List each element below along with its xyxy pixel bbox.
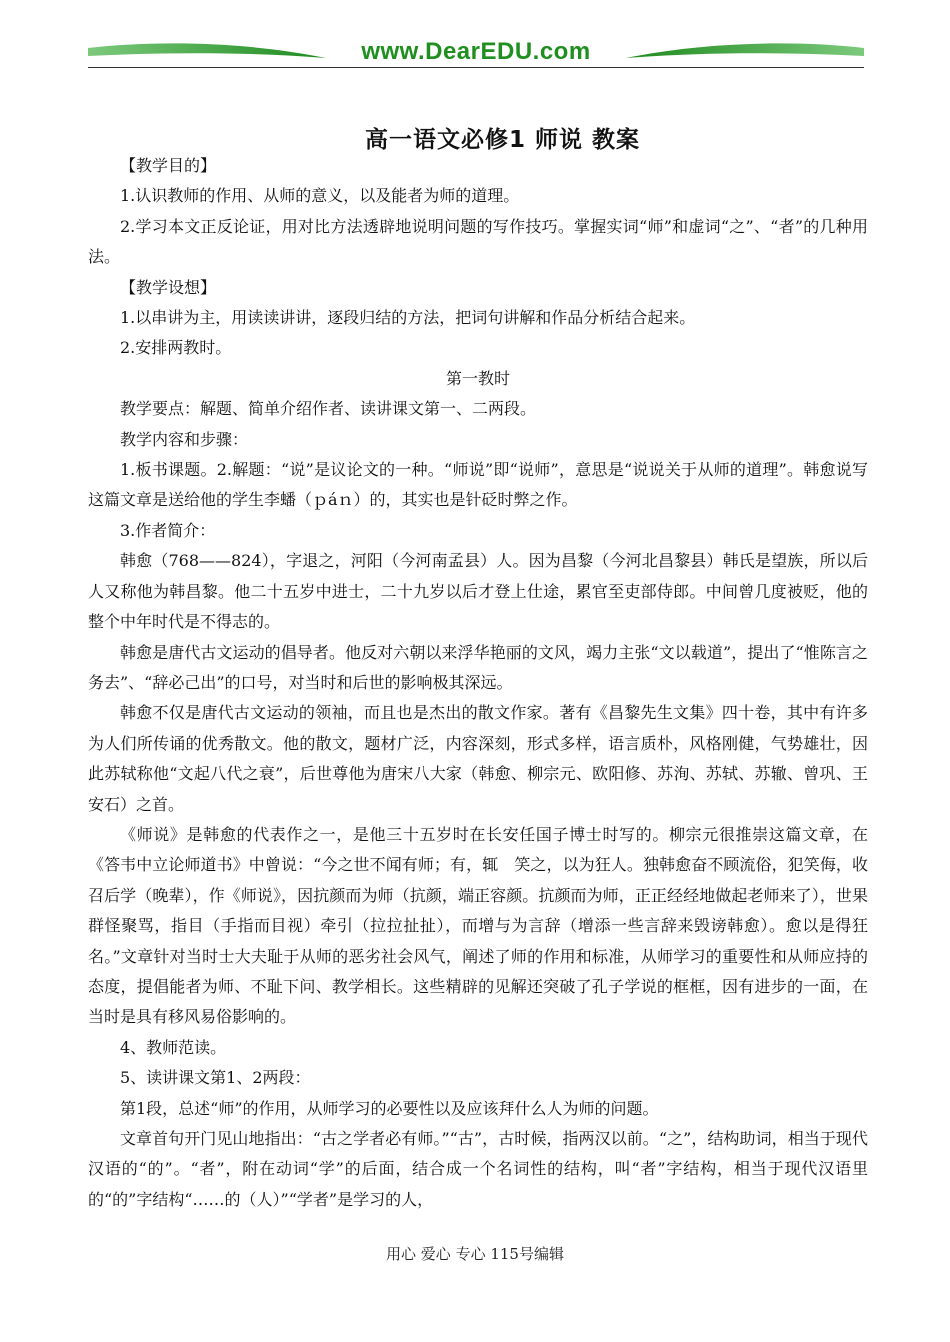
document-title: 高一语文必修1 师说 教案	[364, 127, 641, 153]
paragraph: 第1段，总述“师”的作用，从师学习的必要性以及应该拜什么人为师的问题。	[120, 1098, 659, 1118]
paragraph: 4、教师范读。	[120, 1037, 227, 1057]
paragraph: 韩愈不仅是唐代古文运动的领袖，而且也是杰出的散文作家。著有《昌黎先生文集》四十卷，其中有许多为人们所传诵的优秀散文。他的散文，题材广泛，内容深刻，形式多样，语言质朴，风格刚健，气势雄壮，因此苏轼称他“文起八代之衰”，后世尊他为唐宋八大家（韩愈、柳宗元、欧阳修、苏洵、苏轼、苏辙、曾巩、王安石）之首。	[88, 703, 868, 814]
paragraph: 教学内容和步骤：	[120, 429, 249, 449]
lesson-heading: 第一教时	[445, 368, 510, 388]
paragraph: 5、读讲课文第1、2两段：	[120, 1068, 311, 1088]
section-heading-design: 【教学设想】	[120, 277, 217, 297]
header-banner	[88, 36, 864, 70]
site-logo: www.DearEDU.com	[361, 38, 591, 65]
page-footer: 用心 爱心 专心 115号编辑	[386, 1245, 564, 1263]
paragraph: 韩愈（768——824），字退之，河阳（今河南孟县）人。因为昌黎（今河北昌黎县）韩氏是望族，所以后人又称他为韩昌黎。他二十五岁中进士，二十九岁以后才登上仕途，累官至吏部侍郎。中间曾几度被贬，他的整个中年时代是不得志的。	[88, 551, 868, 632]
paragraph: 文章首句开门见山地指出：“古之学者必有师。”“古”，古时候，指两汉以前。“之”，结构助词，相当于现代汉语的“的”。“者”，附在动词“学”的后面，结合成一个名词性的结构，叫“者”字结构，相当于现代汉语里的“的”字结构“……的（人）”“学者”是学习的人，	[88, 1129, 868, 1209]
paragraph: 1.以串讲为主，用读读讲讲，逐段归结的方法，把词句讲解和作品分析结合起来。	[120, 308, 696, 328]
paragraph: 《师说》是韩愈的代表作之一，是他三十五岁时在长安任国子博士时写的。柳宗元很推崇这篇文章，在《答韦中立论师道书》中曾说：“今之世不闻有师；有，辄 笑之，以为狂人。独韩愈奋不顾流俗，犯笑侮，收召后学（晚辈），作《师说》，因抗颜而为师（抗颜，端正容颜。抗颜而为师，正正经经地做起老师来了），世果群怪聚骂，指目（手指而目视）牵引（拉拉扯扯），而增与为言辞（增添一些言辞来毁谤韩愈）。愈以是得狂名。”文章针对当时士大夫耻于从师的恶劣社会风气，阐述了师的作用和标准，从师学习的重要性和从师应持的态度，提倡能者为师、不耻下问、教学相长。这些精辟的见解还突破了孔子学说的框框，因有进步的一面，在当时是具有移风易俗影响的。	[88, 824, 868, 1027]
paragraph: 教学要点：解题、简单介绍作者、读讲课文第一、二两段。	[120, 399, 537, 419]
paragraph: 3.作者简介：	[120, 520, 216, 540]
paragraph: 2.学习本文正反论证，用对比方法透辟地说明问题的写作技巧。掌握实词“师”和虚词“之”、“者”的几种用法。	[88, 216, 868, 267]
document-body	[88, 151, 868, 1215]
paragraph: 2.安排两教时。	[120, 338, 232, 358]
section-heading-objectives: 【教学目的】	[120, 156, 217, 175]
paragraph: 1.板书课题。2.解题：“说”是议论文的一种。“师说”即“说师”，意思是“说说关于从师的道理”。韩愈说写这篇文章是送给他的学生李蟠（ｐáｎ）的，其实也是针砭时弊之作。	[88, 460, 868, 510]
header-rule	[88, 67, 864, 68]
paragraph: 韩愈是唐代古文运动的倡导者。他反对六朝以来浮华艳丽的文风，竭力主张“文以载道”，提出了“惟陈言之务去”、“辞必己出”的口号，对当时和后世的影响极其深远。	[88, 642, 868, 692]
paragraph: 1.认识教师的作用、从师的意义，以及能者为师的道理。	[120, 186, 520, 206]
